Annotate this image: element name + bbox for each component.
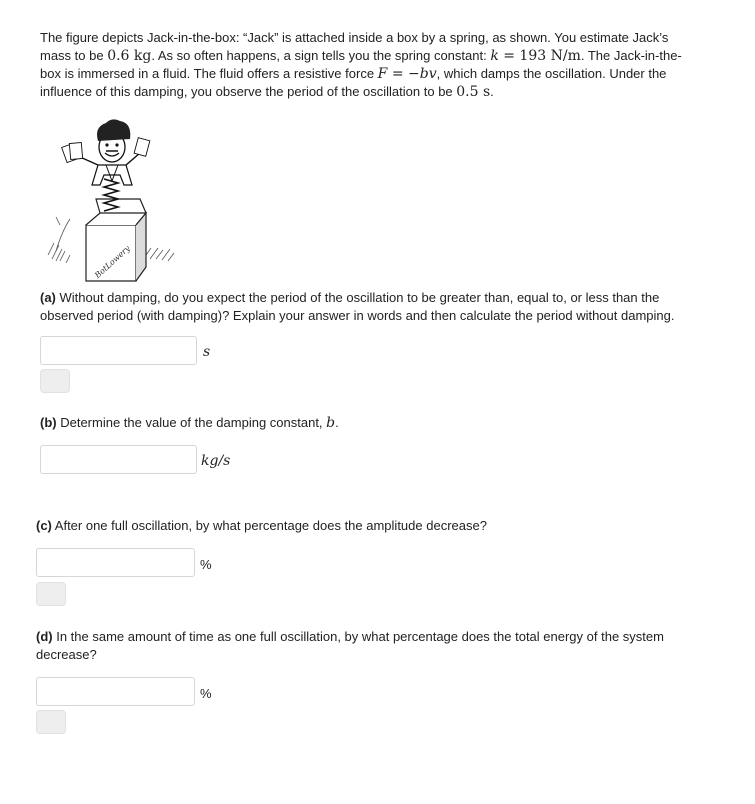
- question-d: [36, 628, 706, 664]
- question-a: [40, 289, 700, 325]
- question-a-text: Without damping, do you expect the period of the oscillation to be greater than, equal to, or less than the observed period (with damping)? Explain your answer in words and then calculate the period without damping.: [40, 290, 675, 323]
- force-equation: F = −bv: [377, 66, 437, 82]
- answer-d-check-button[interactable]: [36, 710, 66, 734]
- answer-b-unit: kg/s: [201, 453, 231, 469]
- answer-c-input[interactable]: [36, 548, 195, 577]
- jack-in-the-box-figure: [40, 113, 178, 289]
- answer-c-check-button[interactable]: [36, 582, 66, 606]
- figure-signature: BotLowery: [93, 243, 132, 280]
- spring-constant-value: = 193 N/m: [498, 48, 581, 64]
- period-value: 0.5 s: [456, 84, 491, 100]
- damping-constant-var: b: [326, 415, 336, 431]
- question-c-label: (c): [36, 518, 52, 533]
- answer-c-unit: %: [200, 557, 212, 572]
- answer-b-input[interactable]: [40, 445, 197, 474]
- question-a-label: (a): [40, 290, 56, 305]
- answer-a-input[interactable]: [40, 336, 197, 365]
- question-b-label: (b): [40, 415, 57, 430]
- mass-value: 0.6 kg: [107, 48, 152, 64]
- question-d-text: In the same amount of time as one full oscillation, by what percentage does the total energy of the system decrease?: [36, 629, 664, 662]
- question-b: (b) Determine the value of the damping constant, b.: [40, 415, 339, 431]
- answer-d-input[interactable]: [36, 677, 195, 706]
- question-c: [36, 517, 696, 535]
- spring-constant-var: k: [490, 48, 499, 64]
- problem-statement: The figure depicts Jack-in-the-box: “Jack” is attached inside a box by a spring, as shown. You estimate Jack’s mass to be 0.6 kg. As so often happens, a sign tells you the spring constant: k = 193 N/m. The Jack-in-the-box is immersed in a fluid. The fluid offers a resistive force F = −bv, which damps the oscillation. Under the influence of this damping, you observe the period of the oscillation to be 0.5 s.: [40, 30, 682, 100]
- answer-d-unit: %: [200, 686, 212, 701]
- question-c-text: After one full oscillation, by what percentage does the amplitude decrease?: [51, 518, 487, 533]
- answer-a-unit: s: [203, 344, 211, 360]
- answer-a-check-button[interactable]: [40, 369, 70, 393]
- question-d-label: (d): [36, 629, 53, 644]
